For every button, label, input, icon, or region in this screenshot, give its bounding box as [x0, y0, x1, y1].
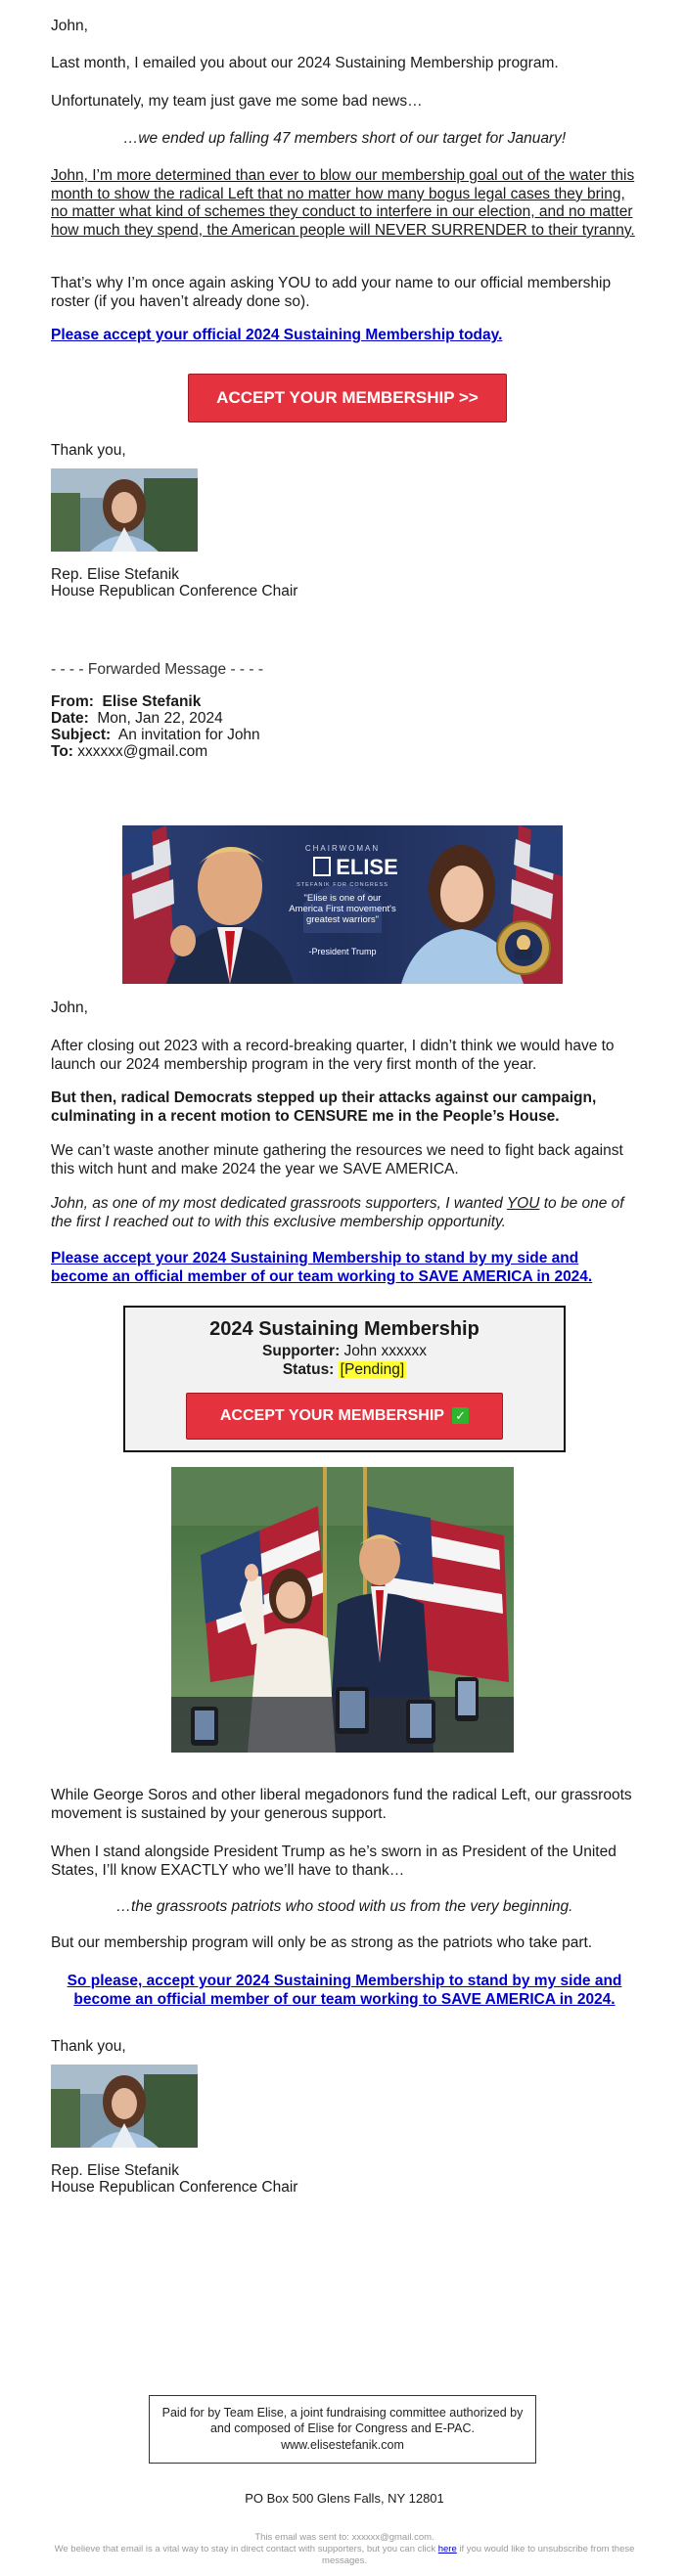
accept-membership-button-2[interactable]	[186, 1393, 503, 1440]
mailing-address: PO Box 500 Glens Falls, NY 12801	[245, 2491, 444, 2506]
banner-tagline: STEFANIK FOR CONGRESS	[297, 882, 388, 888]
from-label: From:	[51, 693, 94, 710]
body3-paragraph-3: …the grassroots patriots who stood with us from the very beginning.	[115, 1898, 573, 1915]
shortfall-paragraph: …we ended up falling 47 members short of our target for January!	[122, 130, 567, 147]
signature-name-2: Rep. Elise Stefanik	[51, 2162, 179, 2179]
signature-photo	[51, 468, 198, 552]
body3-paragraph-2: When I stand alongside President Trump as he’s sworn in as President of the United States, I’ll know EXACTLY who we’ll have to thank…	[51, 1843, 616, 1879]
date-label: Date:	[51, 710, 89, 728]
status-row	[125, 1361, 564, 1380]
status-badge: [Pending]	[340, 1360, 405, 1378]
membership-card	[123, 1306, 566, 1452]
signature-title-2: House Republican Conference Chair	[51, 2179, 298, 2196]
body2-paragraph-3: We can’t waste another minute gathering the resources we need to fight back against this witch hunt and make 2024 the year we SAVE AMERICA.	[51, 1142, 623, 1177]
body3-paragraph-1: While George Soros and other liberal megadonors fund the radical Left, our grassroots movement is sustained by your generous support.	[51, 1787, 632, 1822]
banner-attribution: -President Trump	[308, 947, 377, 956]
signature-title: House Republican Conference Chair	[51, 583, 298, 600]
body2-paragraph-2: But then, radical Democrats stepped up their attacks against our campaign, culminating in a recent motion to CENSURE me in the People’s House.	[51, 1089, 597, 1125]
supporter-row	[125, 1343, 564, 1361]
banner-quote: "Elise is one of our America First movement's greatest warriors"	[289, 894, 396, 925]
supporter-label: Supporter:	[262, 1343, 341, 1359]
to-value: xxxxxx@gmail.com	[77, 743, 208, 761]
ask-paragraph: That’s why I’m once again asking YOU to add your name to our official membership roster (if you haven’t already done so).	[51, 275, 612, 310]
date-row	[51, 710, 638, 727]
body3-paragraph-4: But our membership program will only be as strong as the patriots who take part.	[51, 1934, 593, 1951]
membership-card-title: 2024 Sustaining Membership	[209, 1318, 480, 1340]
date-value: Mon, Jan 22, 2024	[97, 710, 223, 728]
from-value: Elise Stefanik	[102, 693, 202, 710]
forwarded-label: - - - - Forwarded Message - - - -	[51, 661, 264, 678]
thanks-text-2: Thank you,	[51, 2038, 126, 2055]
to-row	[51, 743, 638, 760]
campaign-banner	[122, 825, 563, 984]
bad-news-paragraph: Unfortunately, my team just gave me some bad news…	[51, 93, 423, 110]
p4-start: John, as one of my most dedicated grassroots supporters, I wanted	[51, 1195, 507, 1212]
p4-end: to be one of the first I reached out to with this exclusive membership opportunity.	[51, 1195, 624, 1230]
p4-you: YOU	[506, 1195, 540, 1212]
membership-link-1[interactable]: Please accept your official 2024 Sustaining Membership today.	[51, 327, 503, 343]
accept-membership-button[interactable]: ACCEPT YOUR MEMBERSHIP >>	[188, 374, 507, 422]
status-label: Status:	[282, 1360, 335, 1378]
signature-name: Rep. Elise Stefanik	[51, 566, 179, 583]
unsubscribe-link[interactable]: here	[437, 2544, 457, 2554]
rally-photo	[171, 1467, 514, 1753]
thanks-text: Thank you,	[51, 442, 126, 459]
sent-to-notice: This email was sent to: xxxxxx@gmail.com.	[254, 2532, 434, 2543]
membership-link-3[interactable]: So please, accept your 2024 Sustaining Membership to stand by my side and become an official member of our team working to SAVE AMERICA in 2024.	[67, 1973, 622, 2008]
banner-brand: ELISE	[336, 855, 398, 879]
intro-paragraph: Last month, I emailed you about our 2024 Sustaining Membership program.	[51, 55, 559, 71]
subject-label: Subject:	[51, 727, 112, 744]
body2-paragraph-4	[51, 1195, 638, 1231]
unsub-text-a: We believe that email is a vital way to stay in direct contact with supporters, but you can click	[54, 2544, 438, 2554]
supporter-value: John xxxxxx	[343, 1343, 427, 1359]
from-row	[51, 693, 638, 710]
determination-paragraph: John, I’m more determined than ever to blow our membership goal out of the water this month to show the radical Left that no matter how many bogus legal cases they bring, no matter what kind of schemes they conduct to interfere in our election, and no matter how much they spend, the American people will NEVER SURRENDER to their tyranny.	[51, 167, 635, 239]
cta2-label: ACCEPT YOUR MEMBERSHIP	[219, 1407, 444, 1424]
paid-for-text: Paid for by Team Elise, a joint fundraising committee authorized by and composed of Elise for Congress and E-PAC. www.elisestefanik.com	[161, 2406, 524, 2452]
subject-row	[51, 727, 638, 743]
unsubscribe-notice	[41, 2544, 648, 2568]
unsub-text-b: if you would like to unsubscribe from these messages.	[322, 2544, 635, 2567]
signature-photo-2	[51, 2065, 198, 2148]
body2-paragraph-1: After closing out 2023 with a record-breaking quarter, I didn’t think we would have to launch our 2024 membership program in the very first month of the year.	[51, 1038, 615, 1073]
banner-kicker: CHAIRWOMAN	[304, 844, 381, 853]
greeting-2: John,	[51, 999, 88, 1016]
check-icon: ✓	[452, 1407, 469, 1424]
to-label: To:	[51, 743, 73, 761]
subject-value: An invitation for John	[117, 727, 260, 744]
membership-link-2[interactable]: Please accept your 2024 Sustaining Membership to stand by my side and become an official member of our team working to SAVE AMERICA in 2024.	[51, 1250, 593, 1285]
greeting: John,	[51, 18, 88, 34]
paid-for-disclaimer	[149, 2395, 536, 2464]
forwarded-headers	[51, 693, 638, 760]
